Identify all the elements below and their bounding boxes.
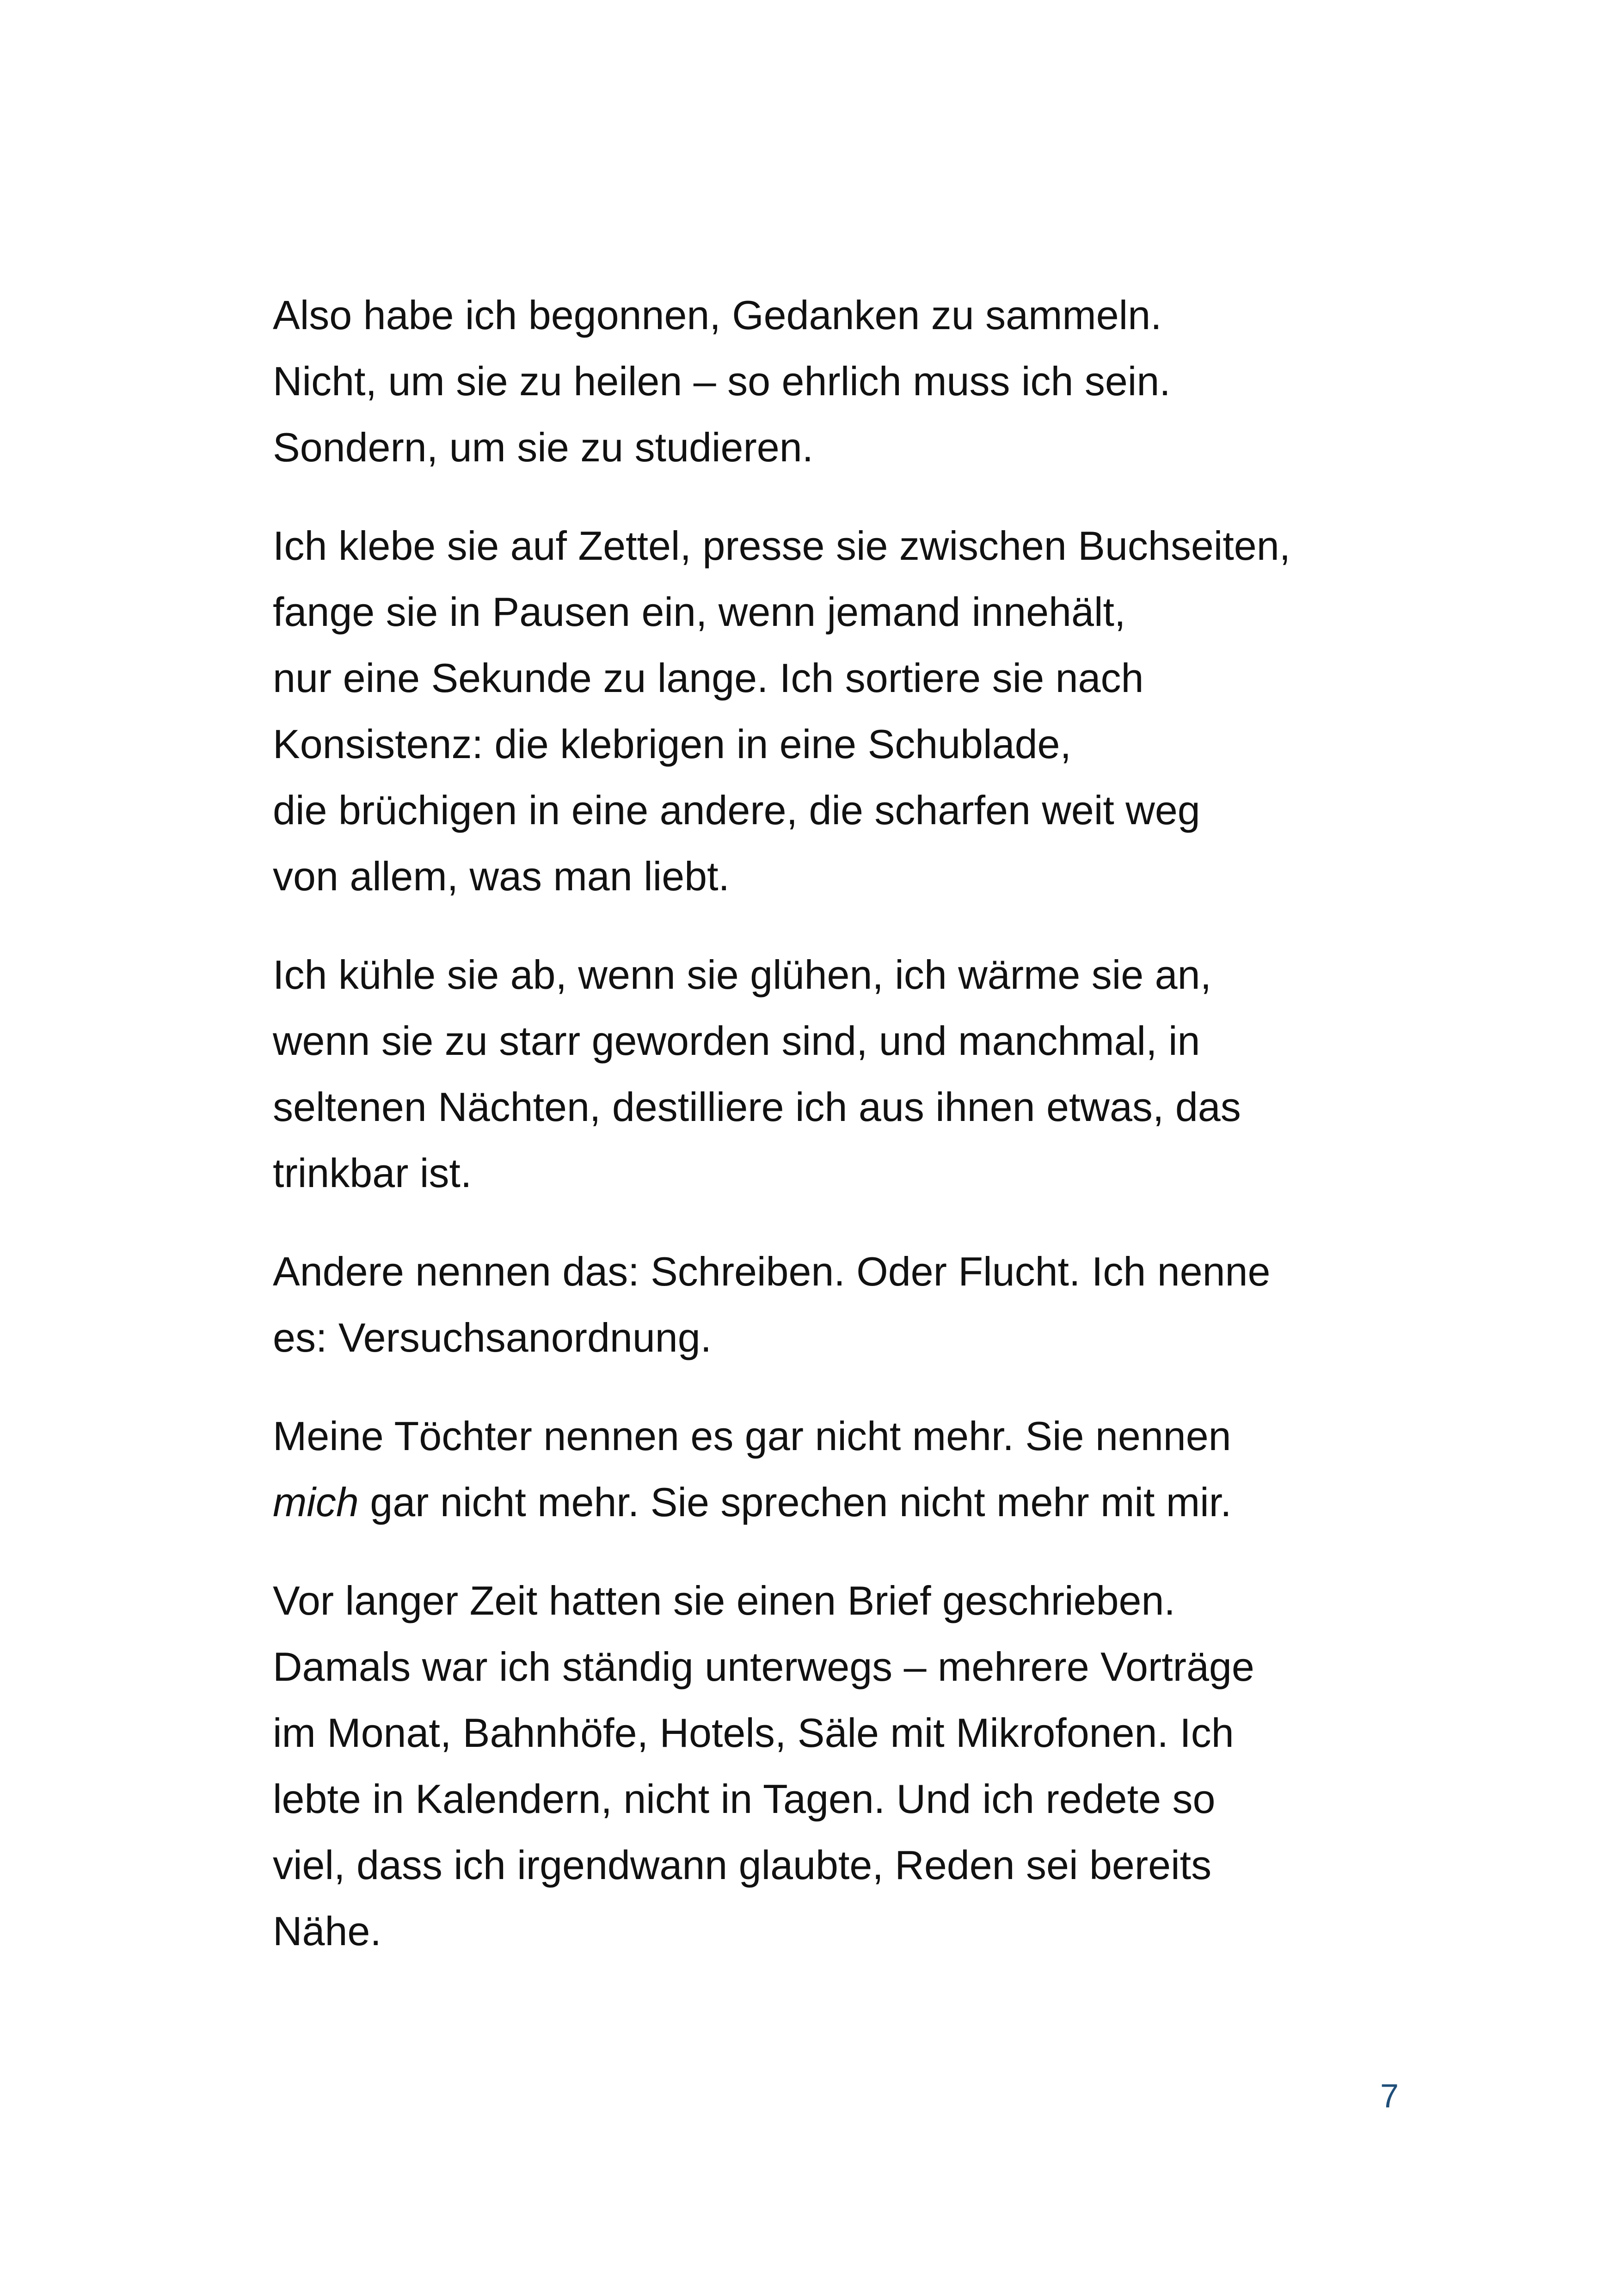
text-line: im Monat, Bahnhöfe, Hotels, Säle mit Mikrofonen. Ich xyxy=(273,1710,1234,1756)
text-line: seltenen Nächten, destilliere ich aus ihnen etwas, das xyxy=(273,1084,1241,1130)
text-line: Meine Töchter nennen es gar nicht mehr. Sie nennen xyxy=(273,1413,1231,1459)
text-line: viel, dass ich irgendwann glaubte, Reden sei bereits xyxy=(273,1842,1212,1888)
text-line: Sondern, um sie zu studieren. xyxy=(273,424,814,470)
paragraph-1 xyxy=(273,282,1429,480)
text-line: Vor langer Zeit hatten sie einen Brief geschrieben. xyxy=(273,1578,1175,1623)
text-line-italic-mixed xyxy=(273,1469,1429,1535)
page-number: 7 xyxy=(1380,2078,1399,2115)
paragraph-3 xyxy=(273,942,1429,1206)
italic-word: mich xyxy=(273,1479,359,1525)
text-line-rest: gar nicht mehr. Sie sprechen nicht mehr mit mir. xyxy=(358,1479,1232,1525)
text-line: von allem, was man liebt. xyxy=(273,853,730,899)
paragraph-4 xyxy=(273,1238,1429,1371)
text-line: Also habe ich begonnen, Gedanken zu sammeln. xyxy=(273,292,1162,338)
text-line: Ich kühle sie ab, wenn sie glühen, ich wärme sie an, xyxy=(273,952,1212,998)
text-line: Konsistenz: die klebrigen in eine Schublade, xyxy=(273,721,1071,767)
text-line: lebte in Kalendern, nicht in Tagen. Und ich redete so xyxy=(273,1776,1216,1822)
paragraph-2 xyxy=(273,513,1429,909)
text-line: Andere nennen das: Schreiben. Oder Flucht. Ich nenne xyxy=(273,1249,1271,1294)
paragraph-6 xyxy=(273,1567,1429,1964)
paragraph-5 xyxy=(273,1403,1429,1535)
text-line: wenn sie zu starr geworden sind, und manchmal, in xyxy=(273,1018,1200,1064)
text-line: Damals war ich ständig unterwegs – mehrere Vorträge xyxy=(273,1644,1254,1690)
text-line: nur eine Sekunde zu lange. Ich sortiere sie nach xyxy=(273,655,1144,701)
text-line: trinkbar ist. xyxy=(273,1150,472,1196)
text-line: Nicht, um sie zu heilen – so ehrlich muss ich sein. xyxy=(273,358,1171,404)
text-line: es: Versuchsanordnung. xyxy=(273,1315,712,1360)
body-text xyxy=(273,282,1429,1996)
text-line: die brüchigen in eine andere, die scharfen weit weg xyxy=(273,787,1200,833)
text-line: fange sie in Pausen ein, wenn jemand innehält, xyxy=(273,589,1126,635)
text-line: Nähe. xyxy=(273,1908,381,1954)
text-line: Ich klebe sie auf Zettel, presse sie zwischen Buchseiten, xyxy=(273,523,1291,569)
